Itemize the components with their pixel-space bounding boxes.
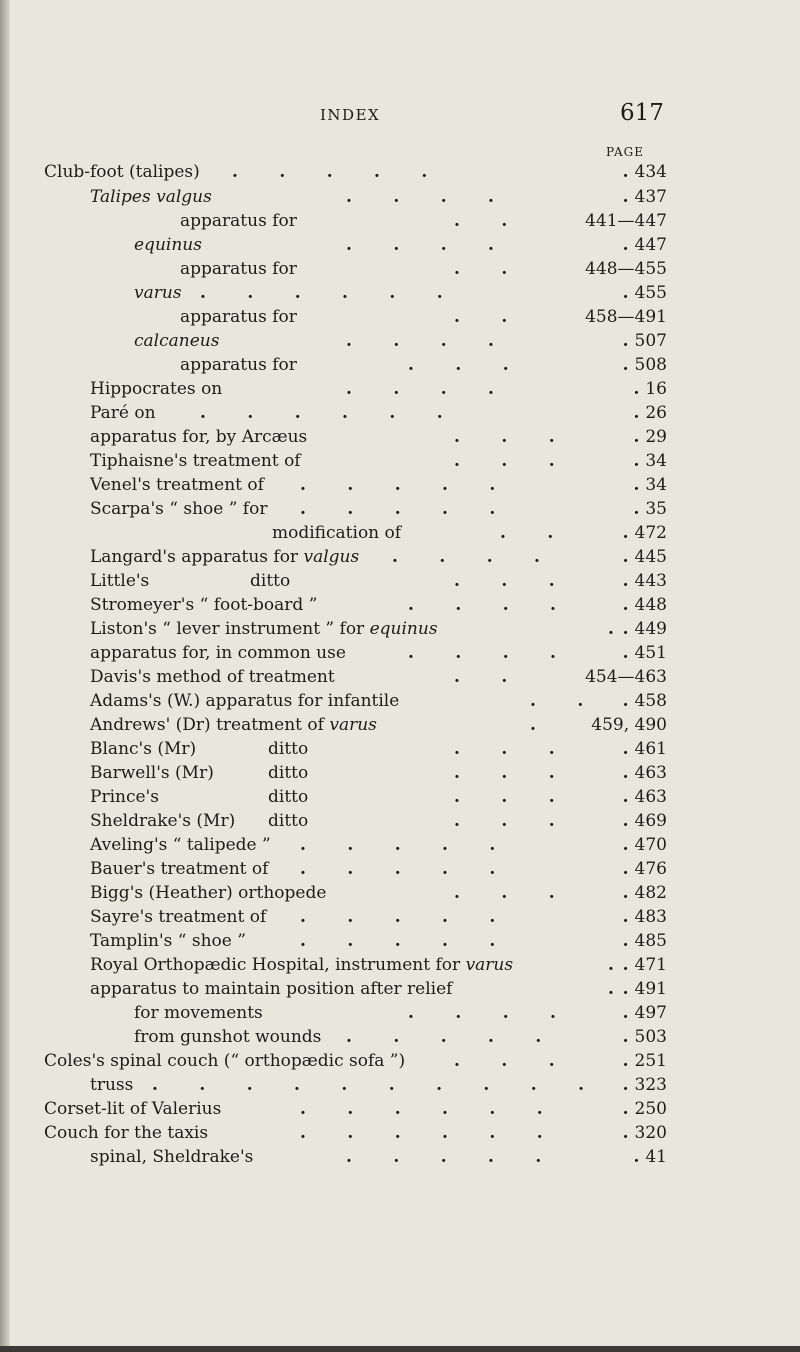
- index-entry: [0, 1074, 800, 1096]
- entry-text: Scarpa's “ shoe ” for: [90, 499, 268, 519]
- index-entry: [0, 161, 800, 183]
- leader-dots: . . .: [454, 883, 555, 903]
- leader-dot: .: [633, 475, 640, 495]
- leader-dot: .: [622, 547, 629, 567]
- leader-dot: .: [622, 1003, 629, 1023]
- entry-text: Little's: [90, 571, 150, 591]
- entry-text: Aveling's “ talipede ”: [90, 835, 271, 855]
- leader-dot: .: [622, 331, 629, 351]
- entry-text: Bauer's treatment of: [90, 859, 269, 879]
- entry-page: 448—455: [585, 259, 667, 279]
- entry-page: . 470: [622, 835, 667, 855]
- leader-dots: . . . . . .: [200, 403, 443, 423]
- entry-page: . 485: [622, 931, 667, 951]
- leader-dots: . . .: [454, 571, 555, 591]
- entry-text: Venel's treatment of: [90, 475, 264, 495]
- leader-dot: .: [622, 859, 629, 879]
- leader-dots: . . .: [454, 427, 555, 447]
- entry-page: 458—491: [585, 307, 667, 327]
- entry-text: spinal, Sheldrake's: [90, 1147, 254, 1167]
- leader-dots: . . . . . .: [200, 283, 443, 303]
- index-entry: [0, 570, 800, 592]
- entry-page: . 476: [622, 859, 667, 879]
- entry-page: . 445: [622, 547, 667, 567]
- entry-text: Langard's apparatus for valgus: [90, 547, 360, 567]
- leader-dots: . . .: [454, 1051, 555, 1071]
- index-entry: [0, 186, 800, 208]
- leader-dots: . . . . . .: [300, 1123, 543, 1143]
- leader-dot: .: [622, 811, 629, 831]
- index-entry: [0, 474, 800, 496]
- leader-dot: .: [622, 739, 629, 759]
- leader-dots: . .: [454, 307, 508, 327]
- entry-page: . 16: [633, 379, 667, 399]
- leader-dots: . . .: [454, 739, 555, 759]
- entry-text: apparatus for: [180, 259, 297, 279]
- leader-dot: .: [633, 499, 640, 519]
- leader-dot: .: [633, 1147, 640, 1167]
- entry-ditto: ditto: [268, 763, 309, 783]
- index-entry: [0, 522, 800, 544]
- index-entry: [0, 282, 800, 304]
- leader-dots: . . . . .: [300, 859, 496, 879]
- index-entry: [0, 1146, 800, 1168]
- leader-dots: . .: [500, 523, 554, 543]
- index-entry: [0, 450, 800, 472]
- leader-dots: . . .: [454, 763, 555, 783]
- index-entry: [0, 618, 800, 640]
- leader-dot: .: [633, 379, 640, 399]
- entry-text: Couch for the taxis: [44, 1123, 209, 1143]
- entry-page: . 491: [622, 979, 667, 999]
- entry-page: . 34: [633, 451, 667, 471]
- entry-page: . 482: [622, 883, 667, 903]
- entry-page: . 29: [633, 427, 667, 447]
- entry-page: . 458: [622, 691, 667, 711]
- leader-dot: .: [622, 1099, 629, 1119]
- leader-dot: .: [622, 763, 629, 783]
- leader-dot: .: [622, 235, 629, 255]
- entry-page: . 323: [622, 1075, 667, 1095]
- entry-page: . 26: [633, 403, 667, 423]
- entry-ditto: ditto: [268, 811, 309, 831]
- leader-dots: . .: [530, 691, 584, 711]
- entry-text: calcaneus: [134, 331, 220, 351]
- entry-text: Bigg's (Heather) orthopede: [90, 883, 327, 903]
- leader-dot: .: [622, 1123, 629, 1143]
- leader-dots: . . . . . . . . . .: [152, 1075, 585, 1095]
- leader-dots: . .: [454, 259, 508, 279]
- entry-text: Sayre's treatment of: [90, 907, 267, 927]
- index-entry: [0, 378, 800, 400]
- entry-text: varus: [134, 283, 182, 303]
- leader-dots: .: [608, 955, 614, 975]
- index-entry: [0, 666, 800, 688]
- leader-dot: .: [622, 907, 629, 927]
- index-entry: [0, 258, 800, 280]
- leader-dot: .: [622, 931, 629, 951]
- entry-ditto: ditto: [268, 787, 309, 807]
- leader-dots: .: [608, 979, 614, 999]
- leader-dots: . . .: [454, 451, 555, 471]
- entry-text: apparatus for: [180, 211, 297, 231]
- entry-page: . 41: [633, 1147, 667, 1167]
- entry-text: Barwell's (Mr): [90, 763, 214, 783]
- index-entry: [0, 546, 800, 568]
- entry-page: . 463: [622, 787, 667, 807]
- leader-dots: . . .: [454, 811, 555, 831]
- index-entry: [0, 210, 800, 232]
- leader-dots: . . . .: [408, 643, 556, 663]
- leader-dots: . . . .: [346, 331, 494, 351]
- entry-text: from gunshot wounds: [134, 1027, 322, 1047]
- leader-dots: . . . . . .: [300, 1099, 543, 1119]
- leader-dots: . .: [454, 211, 508, 231]
- leader-dot: .: [622, 787, 629, 807]
- entry-page: . 320: [622, 1123, 667, 1143]
- leader-dots: . . . .: [346, 187, 494, 207]
- index-entry: [0, 1026, 800, 1048]
- leader-dots: . . . .: [392, 547, 540, 567]
- leader-dots: . . . . .: [300, 499, 496, 519]
- index-entry: [0, 858, 800, 880]
- entry-text: Sheldrake's (Mr): [90, 811, 236, 831]
- leader-dot: .: [622, 619, 629, 639]
- leader-dot: .: [633, 427, 640, 447]
- entry-page: . 508: [622, 355, 667, 375]
- entry-page: . 447: [622, 235, 667, 255]
- entry-page: 441—447: [585, 211, 667, 231]
- index-entry: [0, 690, 800, 712]
- index-entry: [0, 906, 800, 928]
- leader-dot: .: [622, 283, 629, 303]
- leader-dots: . . . .: [408, 595, 556, 615]
- index-entry: [0, 738, 800, 760]
- index-entry: [0, 306, 800, 328]
- entry-text: apparatus for, by Arcæus: [90, 427, 308, 447]
- entry-page: . 251: [622, 1051, 667, 1071]
- entry-page: 459, 490: [591, 715, 667, 735]
- index-entry: [0, 954, 800, 976]
- entry-text: equinus: [134, 235, 202, 255]
- leader-dot: .: [622, 1051, 629, 1071]
- leader-dots: . . . . .: [300, 475, 496, 495]
- leader-dots: . . .: [408, 355, 509, 375]
- running-head-title: INDEX: [320, 106, 381, 124]
- index-entry: [0, 426, 800, 448]
- leader-dots: . . . .: [346, 235, 494, 255]
- entry-text: apparatus for, in common use: [90, 643, 346, 663]
- leader-dot: .: [622, 162, 629, 182]
- entry-page: . 434: [622, 162, 667, 182]
- index-entry: [0, 1098, 800, 1120]
- leader-dot: .: [622, 643, 629, 663]
- entry-text: modification of: [272, 523, 402, 543]
- index-entry: [0, 354, 800, 376]
- leader-dot: .: [622, 595, 629, 615]
- index-entry: [0, 786, 800, 808]
- entry-page: . 469: [622, 811, 667, 831]
- index-entry: [0, 882, 800, 904]
- entry-page: . 455: [622, 283, 667, 303]
- entry-text: Davis's method of treatment: [90, 667, 335, 687]
- entry-page: . 443: [622, 571, 667, 591]
- entry-text: Tamplin's “ shoe ”: [90, 931, 246, 951]
- index-entry: [0, 234, 800, 256]
- index-entry: [0, 642, 800, 664]
- index-entry: [0, 1122, 800, 1144]
- entry-page: . 471: [622, 955, 667, 975]
- leader-dot: .: [622, 1075, 629, 1095]
- leader-dots: .: [530, 715, 536, 735]
- entry-page: . 463: [622, 763, 667, 783]
- entry-text: Stromeyer's “ foot-board ”: [90, 595, 318, 615]
- entry-text: Paré on: [90, 403, 156, 423]
- entry-page: . 461: [622, 739, 667, 759]
- entry-text: Prince's: [90, 787, 159, 807]
- entry-page: . 497: [622, 1003, 667, 1023]
- entry-text: apparatus to maintain position after relief: [90, 979, 453, 999]
- leader-dots: .: [608, 619, 614, 639]
- leader-dot: .: [622, 979, 629, 999]
- leader-dot: .: [633, 451, 640, 471]
- entry-page: . 35: [633, 499, 667, 519]
- leader-dots: . . . . .: [300, 835, 496, 855]
- entry-text: Blanc's (Mr): [90, 739, 197, 759]
- entry-page: . 449: [622, 619, 667, 639]
- leader-dot: .: [622, 355, 629, 375]
- leader-dot: .: [622, 187, 629, 207]
- entry-text: apparatus for: [180, 307, 297, 327]
- leader-dot: .: [622, 835, 629, 855]
- index-entry: [0, 930, 800, 952]
- entry-page: . 503: [622, 1027, 667, 1047]
- entry-text: truss: [90, 1075, 134, 1095]
- entry-text: Corset-lit of Valerius: [44, 1099, 222, 1119]
- index-entry: [0, 402, 800, 424]
- leader-dot: .: [622, 883, 629, 903]
- leader-dots: . .: [454, 667, 508, 687]
- entry-text: for movements: [134, 1003, 263, 1023]
- entry-page: 454—463: [585, 667, 667, 687]
- entry-text: Club-foot (talipes): [44, 162, 200, 182]
- leader-dots: . . . .: [346, 379, 494, 399]
- page-number: 617: [620, 100, 664, 126]
- index-entry: [0, 714, 800, 736]
- entry-text: Hippocrates on: [90, 379, 223, 399]
- entry-page: . 483: [622, 907, 667, 927]
- entry-text: Adams's (W.) apparatus for infantile: [90, 691, 400, 711]
- leader-dots: . . . . .: [346, 1027, 542, 1047]
- leader-dots: . . .: [454, 787, 555, 807]
- index-entry: [0, 1050, 800, 1072]
- entry-page: . 437: [622, 187, 667, 207]
- entry-ditto: ditto: [250, 571, 291, 591]
- entry-text: Andrews' (Dr) treatment of varus: [90, 715, 377, 735]
- leader-dots: . . . . .: [300, 907, 496, 927]
- entry-text: Royal Orthopædic Hospital, instrument for varus: [90, 955, 514, 975]
- entry-text: Talipes valgus: [90, 187, 212, 207]
- index-entry: [0, 834, 800, 856]
- index-entry: [0, 810, 800, 832]
- entry-page: . 451: [622, 643, 667, 663]
- leader-dot: .: [622, 571, 629, 591]
- entry-page: . 448: [622, 595, 667, 615]
- leader-dot: .: [622, 955, 629, 975]
- leader-dots: . . . . .: [346, 1147, 542, 1167]
- entry-text: Coles's spinal couch (“ orthopædic sofa ”): [44, 1051, 406, 1071]
- entry-page: . 250: [622, 1099, 667, 1119]
- leader-dots: . . . . .: [232, 162, 428, 182]
- page-column-label: PAGE: [606, 145, 644, 159]
- index-entry: [0, 978, 800, 1000]
- leader-dot: .: [622, 523, 629, 543]
- index-entry: [0, 594, 800, 616]
- leader-dots: . . . .: [408, 1003, 556, 1023]
- leader-dots: . . . . .: [300, 931, 496, 951]
- entry-page: . 34: [633, 475, 667, 495]
- index-entry: [0, 330, 800, 352]
- entry-text: apparatus for: [180, 355, 297, 375]
- index-entry: [0, 498, 800, 520]
- entry-ditto: ditto: [268, 739, 309, 759]
- leader-dot: .: [622, 1027, 629, 1047]
- page-bottom-edge: [0, 1346, 800, 1352]
- leader-dot: .: [622, 691, 629, 711]
- index-entry: [0, 762, 800, 784]
- entry-text: Tiphaisne's treatment of: [90, 451, 301, 471]
- index-entry: [0, 1002, 800, 1024]
- entry-page: . 472: [622, 523, 667, 543]
- entry-text: Liston's “ lever instrument ” for equinus: [90, 619, 438, 639]
- entry-page: . 507: [622, 331, 667, 351]
- leader-dot: .: [633, 403, 640, 423]
